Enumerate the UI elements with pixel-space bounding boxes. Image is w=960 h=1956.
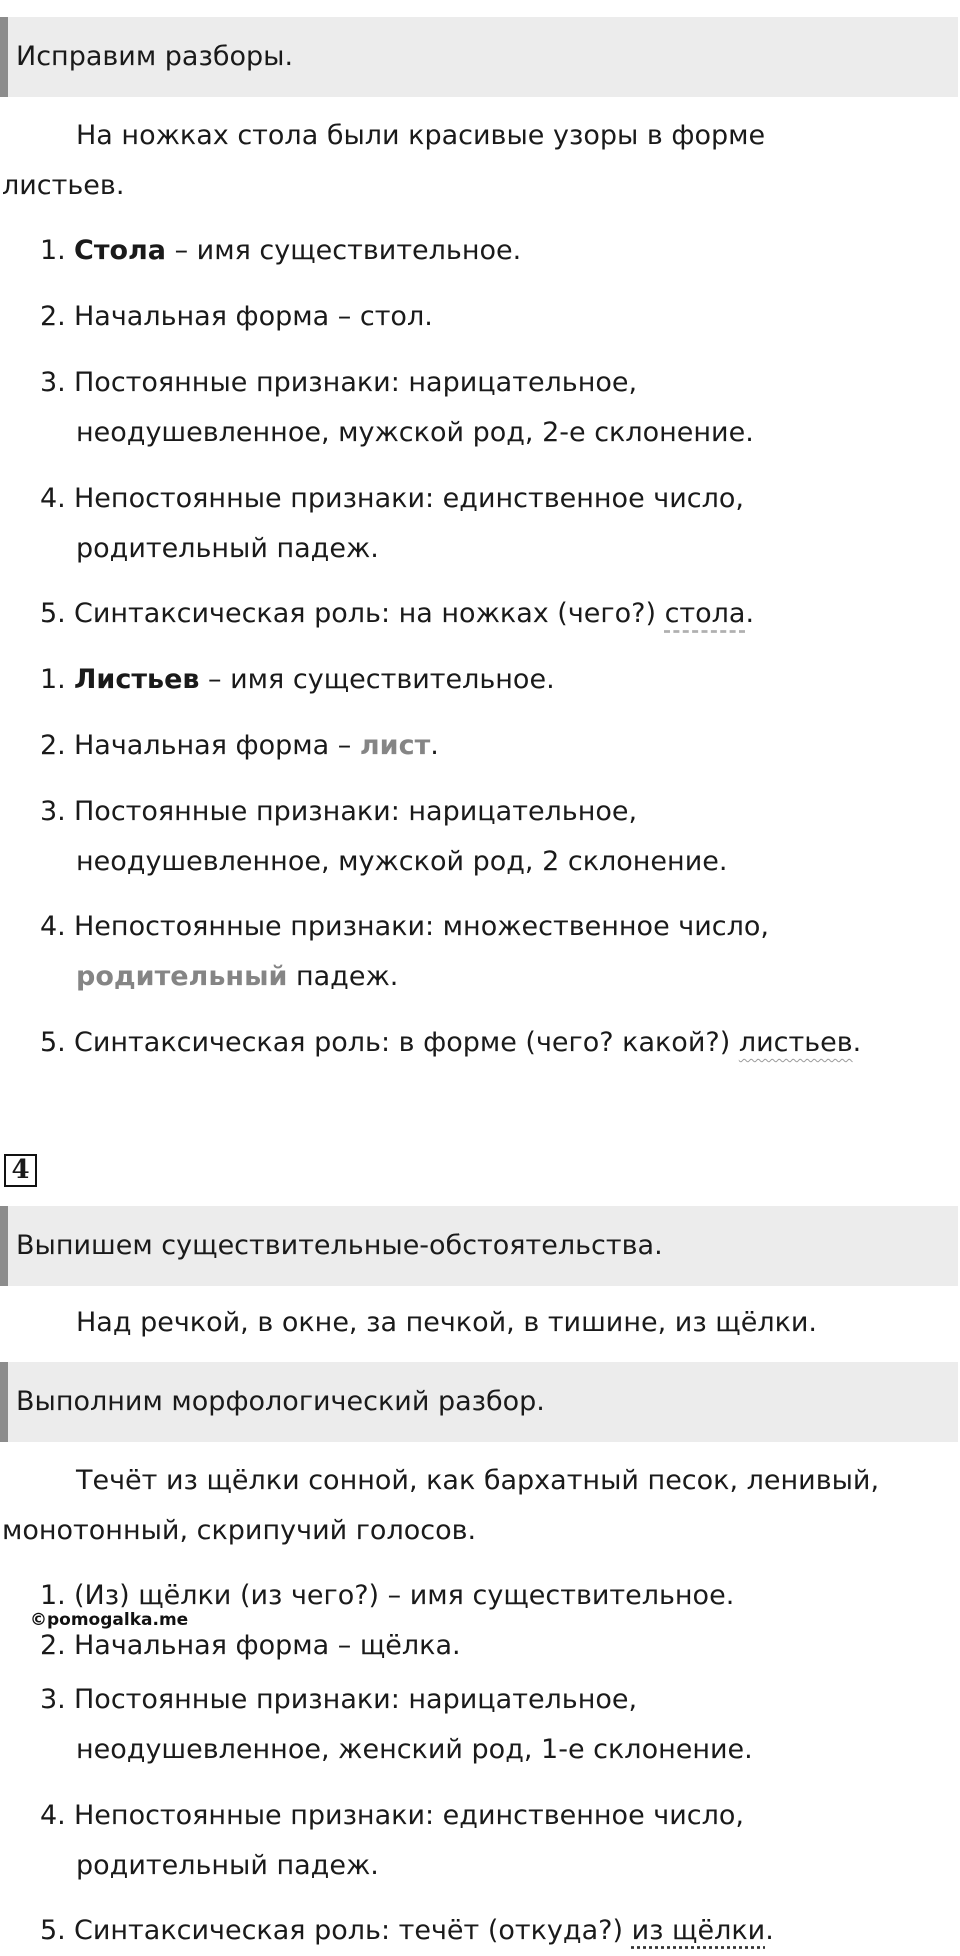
list-item: 4. Непостоянные признаки: единственное число, родительный падеж.: [40, 1800, 744, 1881]
heading-text: Выполним морфологический разбор.: [16, 1386, 545, 1417]
watermark: ©pomogalka.me: [30, 1610, 189, 1630]
parsed-word: Листьев: [74, 664, 200, 695]
task-number-box: 4: [4, 1154, 37, 1187]
example-sentence: Течёт из щёлки сонной, как бархатный песок, ленивый, монотонный, скрипучий голосов.: [2, 1465, 880, 1546]
heading-text: Выпишем существительные-обстоятельства.: [16, 1230, 663, 1261]
underlined-word: листьев: [738, 1027, 853, 1058]
section-heading-adverbials: [0, 1206, 958, 1286]
list-item: 3. Постоянные признаки: нарицательное, неодушевленное, женский род, 1-е склонение.: [40, 1684, 753, 1765]
list-item: 3. Постоянные признаки: нарицательное, неодушевленное, мужской род, 2 склонение.: [40, 796, 728, 877]
list-item: 2. Начальная форма – стол.: [40, 301, 433, 332]
parsed-word: Стола: [74, 235, 167, 266]
list-item: 5. Синтаксическая роль: течёт (откуда?) из щёлки.: [40, 1915, 774, 1946]
corrected-word: лист: [359, 730, 431, 761]
list-item: 4. Непостоянные признаки: единственное число, родительный падеж.: [40, 483, 744, 564]
example-sentence: На ножках стола были красивые узоры в форме листьев.: [2, 120, 766, 201]
list-item: 5. Синтаксическая роль: на ножках (чего?) стола.: [40, 598, 755, 629]
corrected-word: родительный: [76, 961, 288, 992]
list-item: 1. (Из) щёлки (из чего?) – имя существительное.: [40, 1580, 735, 1611]
underlined-word: стола: [664, 598, 746, 629]
underlined-word: из щёлки: [631, 1915, 766, 1946]
heading-text: Исправим разборы.: [16, 41, 294, 72]
section-heading-corrections: [0, 17, 958, 97]
list-item: 5. Синтаксическая роль: в форме (чего? какой?) листьев.: [40, 1027, 862, 1058]
list-item: 4. Непостоянные признаки: множественное число, родительный падеж.: [40, 911, 769, 992]
list-item: 3. Постоянные признаки: нарицательное, неодушевленное, мужской род, 2-е склонение.: [40, 367, 754, 448]
section-heading-morphology: [0, 1362, 958, 1442]
list-item: 2. Начальная форма – щёлка.: [40, 1630, 461, 1661]
answer-text: Над речкой, в окне, за печкой, в тишине, из щёлки.: [76, 1307, 818, 1338]
list-item: 1. Листьев – имя существительное.: [40, 664, 555, 695]
list-item: 2. Начальная форма – лист.: [40, 730, 439, 761]
list-item: 1. Стола – имя существительное.: [40, 235, 522, 266]
